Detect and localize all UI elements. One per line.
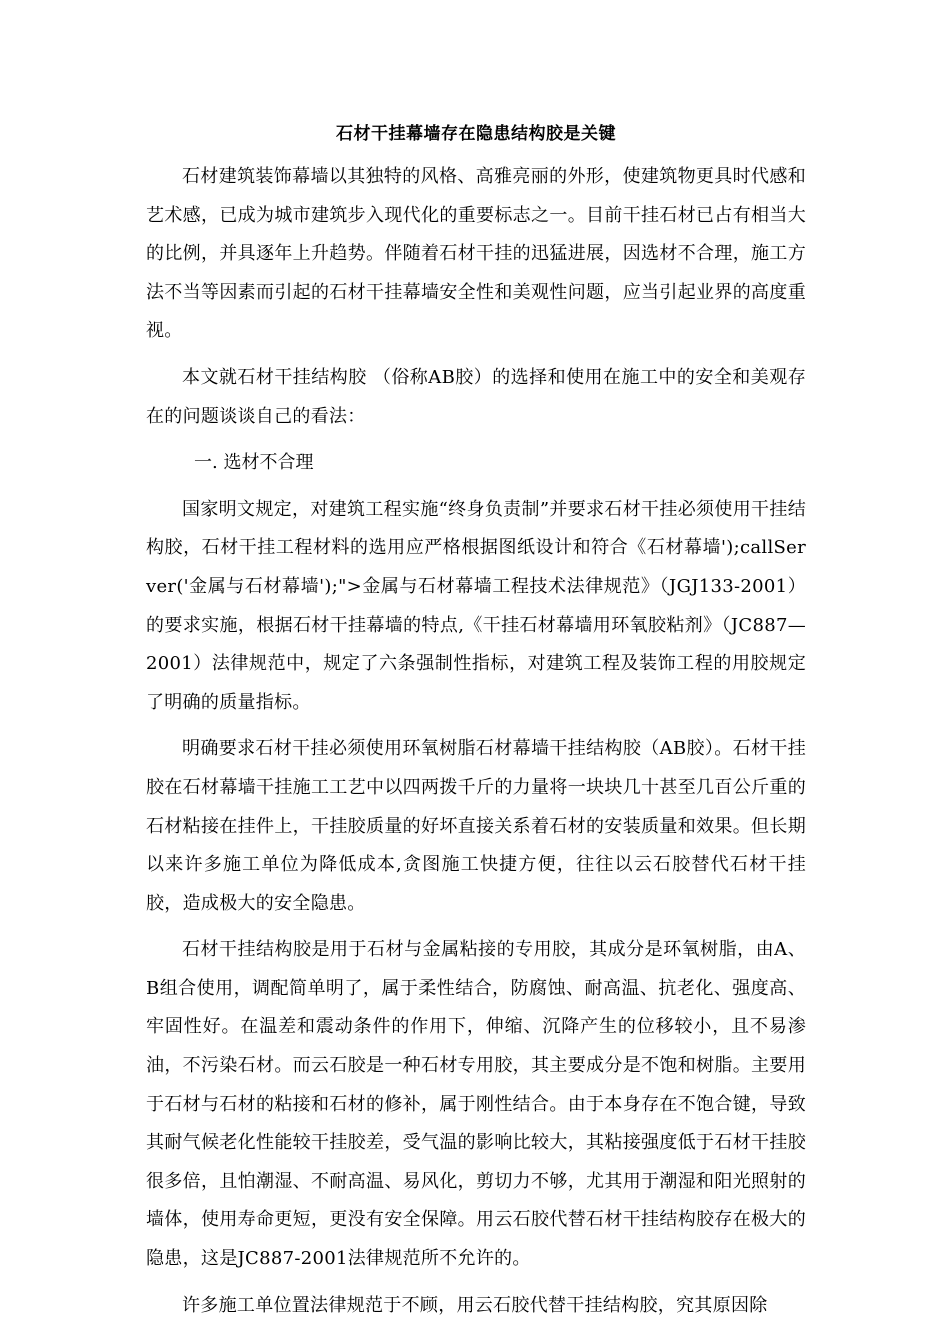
section-heading: 一. 选材不合理	[194, 452, 314, 474]
paragraph-comparison: 石材干挂结构胶是用于石材与金属粘接的专用胶，其成分是环氧树脂，由A、B组合使用，调配简单明了，属于柔性结合，防腐蚀、耐高温、抗老化、强度高、牢固性好。在温差和震动条件的作用下，伸缩、沉降产生的位移较小，且不易渗油，不污染石材。而云石胶是一种石材专用胶，其主要成分是不饱和树脂。主要用于石材与石材的粘接和石材的修补，属于刚性结合。由于本身存在不饱合键，导致其耐气候老化性能较干挂胶差，受气温的影响比较大，其粘接强度低于石材干挂胶很多倍，且怕潮湿、不耐高温、易风化，剪切力不够，尤其用于潮湿和阳光照射的墙体，使用寿命更短，更没有安全保障。用云石胶代替石材干挂结构胶存在极大的隐患，这是JC887-2001法律规范所不允许的。	[146, 939, 806, 1270]
paragraph-requirement: 明确要求石材干挂必须使用环氧树脂石材幕墙干挂结构胶（AB胶）。石材干挂胶在石材幕墙干挂施工工艺中以四两拨千斤的力量将一块块几十甚至几百公斤重的石材粘接在挂件上，干挂胶质量的好坏直接关系着石材的安装质量和效果。但长期以来许多施工单位为降低成本,贪图施工快捷方便，往往以云石胶替代石材干挂胶，造成极大的安全隐患。	[146, 738, 806, 914]
document-page	[146, 116, 806, 1333]
paragraph-cause: 许多施工单位置法律规范于不顾，用云石胶代替干挂结构胶，究其原因除	[182, 1294, 768, 1316]
document-title: 石材干挂幕墙存在隐患结构胶是关键	[336, 124, 616, 144]
paragraph-purpose: 本文就石材干挂结构胶 （俗称AB胶）的选择和使用在施工中的安全和美观存在的问题谈谈自己的看法：	[146, 366, 806, 427]
paragraph-intro: 石材建筑装饰幕墙以其独特的风格、高雅亮丽的外形，使建筑物更具时代感和艺术感，已成为城市建筑步入现代化的重要标志之一。目前干挂石材已占有相当大的比例，并具逐年上升趋势。伴随着石材干挂的迅猛进展，因选材不合理，施工方法不当等因素而引起的石材干挂幕墙安全性和美观性问题，应当引起业界的高度重视。	[146, 166, 806, 342]
paragraph-regulation: 国家明文规定，对建筑工程实施“终身负责制”并要求石材干挂必须使用干挂结构胶，石材干挂工程材料的选用应严格根据图纸设计和符合《石材幕墙');callServer('金属与石材幕墙');">金属与石材幕墙工程技术法律规范》（JGJ133-2001）的要求实施，根据石材干挂幕墙的特点,《干挂石材幕墙用环氧胶粘剂》（JC887—2001）法律规范中，规定了六条强制性指标，对建筑工程及装饰工程的用胶规定了明确的质量指标。	[146, 498, 806, 713]
